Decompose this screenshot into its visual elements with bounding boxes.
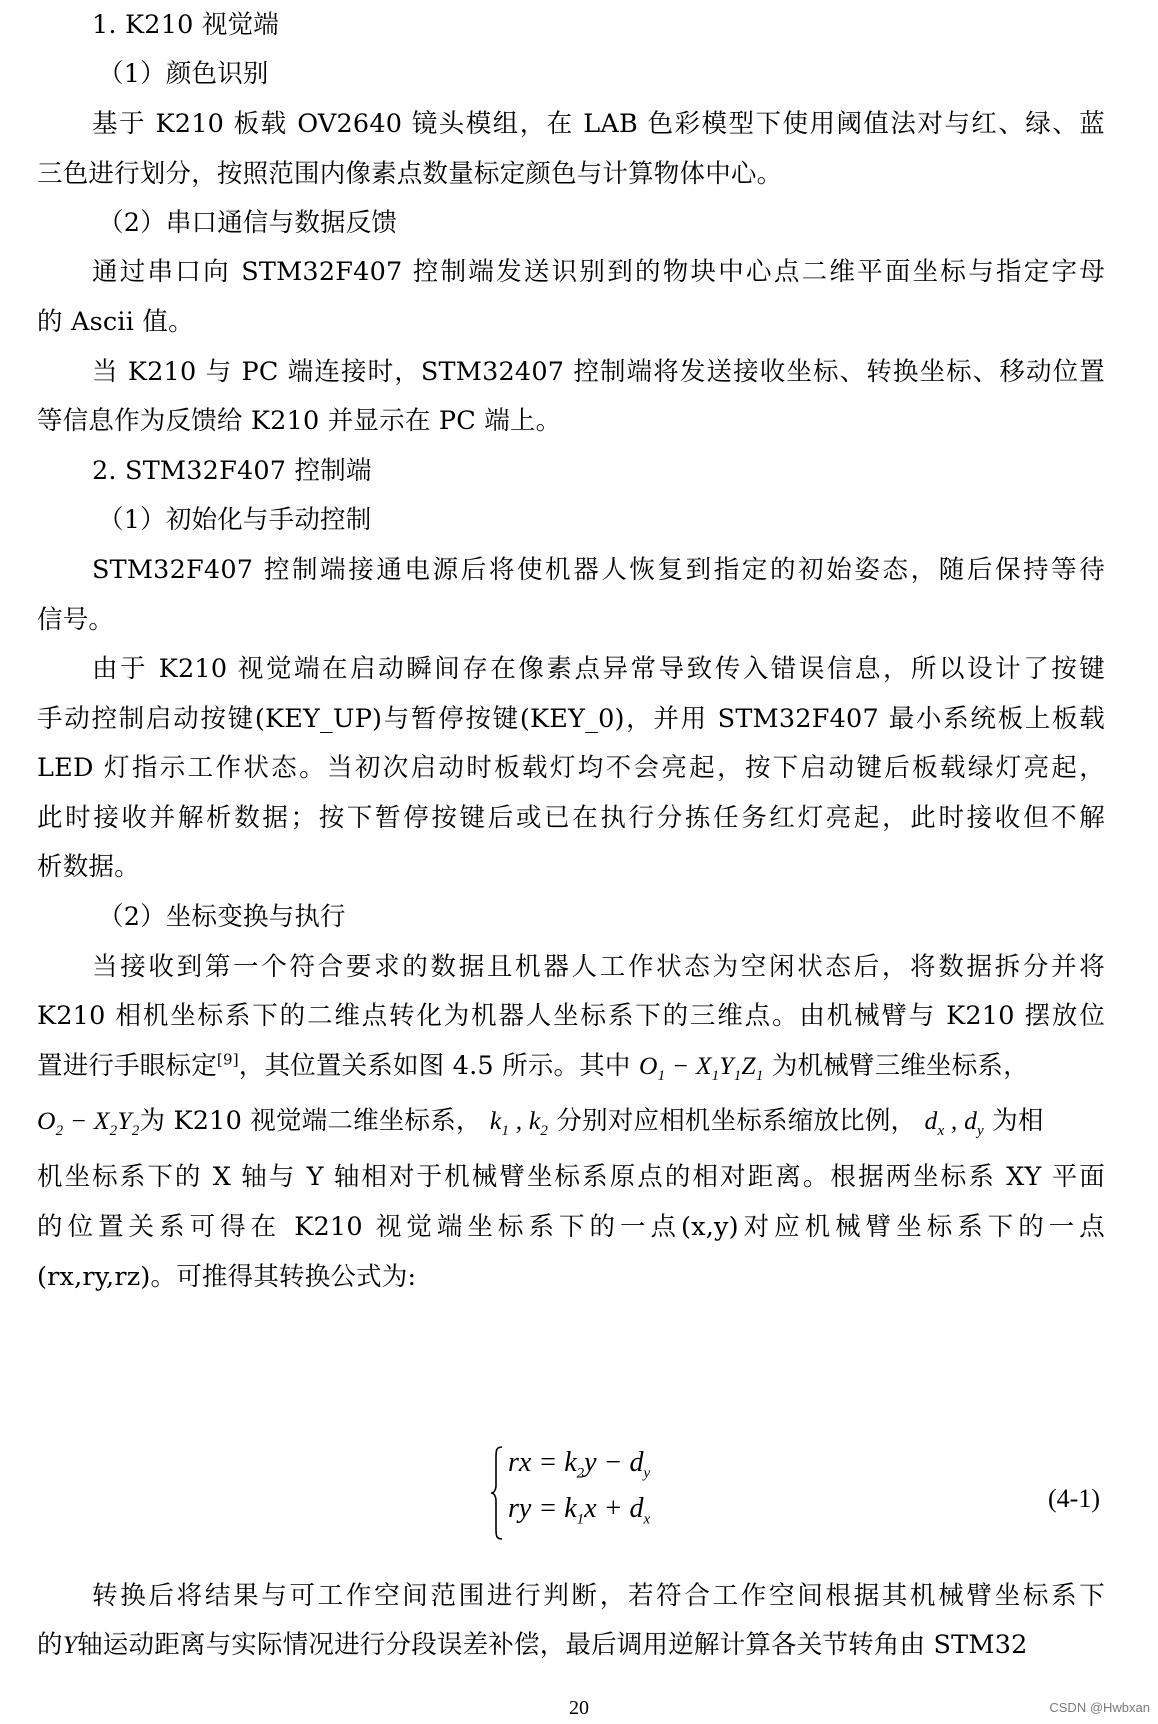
section-1-heading: 1. K210 视觉端 [92, 10, 279, 40]
vision-coordinate-system: $O_2 - X_2Y_2$ [37, 1106, 140, 1140]
paragraph-line: 转换后将结果与可工作空间范围进行判断，若符合工作空间根据其机械臂坐标系下 [92, 1581, 1105, 1611]
paragraph-line: 三色进行划分，按照范围内像素点数量标定颜色与计算物体中心。 [37, 159, 783, 189]
paragraph-line: 由于 K210 视觉端在启动瞬间存在像素点异常导致传入错误信息，所以设计了按键 [92, 654, 1105, 684]
section-2-1-heading: （1）初始化与手动控制 [98, 505, 372, 535]
paragraph-line: 手动控制启动按键(KEY_UP)与暂停按键(KEY_0)，并用 STM32F407 最小系统板上板载 [37, 704, 1105, 734]
transform-equation [490, 1445, 690, 1541]
citation-ref: [9] [216, 1050, 239, 1069]
paragraph-line: 信号。 [37, 605, 115, 635]
paragraph-line: K210 相机坐标系下的二维点转化为机器人坐标系下的三维点。由机械臂与 K210 摆放位 [37, 1001, 1105, 1031]
paragraph-line-with-math [37, 1104, 1105, 1138]
paragraph-line: 的位置关系可得在 K210 视觉端坐标系下的一点(x,y)对应机械臂坐标系下的一点 [37, 1212, 1105, 1242]
section-2-heading: 2. STM32F407 控制端 [92, 456, 372, 486]
text-run: 的 [37, 1630, 63, 1660]
paragraph-line: 当接收到第一个符合要求的数据且机器人工作状态为空闲状态后，将数据拆分并将 [92, 952, 1105, 982]
text-run: 为 K210 视觉端二维坐标系， [139, 1106, 482, 1136]
y-axis-symbol: Y [62, 1630, 78, 1659]
paragraph-line: 当 K210 与 PC 端连接时，STM32407 控制端将发送接收坐标、转换坐标、移动位置 [92, 357, 1105, 387]
paragraph-line: 等信息作为反馈给 K210 并显示在 PC 端上。 [37, 406, 562, 436]
text-run: ，其位置关系如图 4.5 所示。其中 [238, 1051, 631, 1081]
text-run: 轴运动距离与实际情况进行分段误差补偿，最后调用逆解计算各关节转角由 STM32 [77, 1630, 1028, 1660]
section-2-2-heading: （2）坐标变换与执行 [98, 902, 346, 932]
paragraph-line: 此时接收并解析数据；按下暂停按键后或已在执行分拣任务红灯亮起，此时接收但不解 [37, 803, 1105, 833]
equation-line-ry: ry = $k_1x + d_x$ [508, 1493, 651, 1528]
paragraph-line: 机坐标系下的 X 轴与 Y 轴相对于机械臂坐标系原点的相对距离。根据两坐标系 XY 平面 [37, 1162, 1105, 1192]
paragraph-line-with-math [37, 1049, 1105, 1083]
text-run: 为机械臂三维坐标系， [771, 1051, 1029, 1081]
paragraph-line-with-math [37, 1628, 1105, 1662]
section-1-2-heading: （2）串口通信与数据反馈 [98, 208, 398, 238]
offset-distances: $d_x$ , $d_y$ [924, 1106, 984, 1140]
paragraph-line: 通过串口向 STM32F407 控制端发送识别到的物块中心点二维平面坐标与指定字母 [92, 257, 1105, 287]
page-number: 20 [569, 1697, 589, 1719]
paragraph-line: STM32F407 控制端接通电源后将使机器人恢复到指定的初始姿态，随后保持等待 [92, 555, 1105, 585]
paragraph-line: LED 灯指示工作状态。当初次启动时板载灯均不会亮起，按下启动键后板载绿灯亮起， [37, 753, 1105, 783]
equation-line-rx: rx = $k_2y - d_y$ [508, 1447, 651, 1482]
text-run: 置进行手眼标定 [37, 1051, 217, 1081]
paragraph-line: 的 Ascii 值。 [37, 307, 194, 337]
text-run: 分别对应相机坐标系缩放比例， [556, 1106, 917, 1136]
left-brace-icon [490, 1445, 504, 1541]
section-1-1-heading: （1）颜色识别 [98, 59, 269, 89]
equation-number: (4-1) [1048, 1484, 1100, 1513]
scale-factors: $k_1$ , $k_2$ [489, 1106, 549, 1140]
paragraph-line: 基于 K210 板载 OV2640 镜头模组，在 LAB 色彩模型下使用阈值法对与红、绿、蓝 [92, 109, 1105, 139]
watermark: CSDN @Hwbxan [1049, 1700, 1150, 1715]
robot-arm-coordinate-system: $O_1 - X_1Y_1Z_1$ [638, 1051, 764, 1085]
paragraph-line: (rx,ry,rz)。可推得其转换公式为: [37, 1262, 417, 1292]
text-run: 为相 [992, 1106, 1044, 1136]
paragraph-line: 析数据。 [37, 852, 140, 882]
